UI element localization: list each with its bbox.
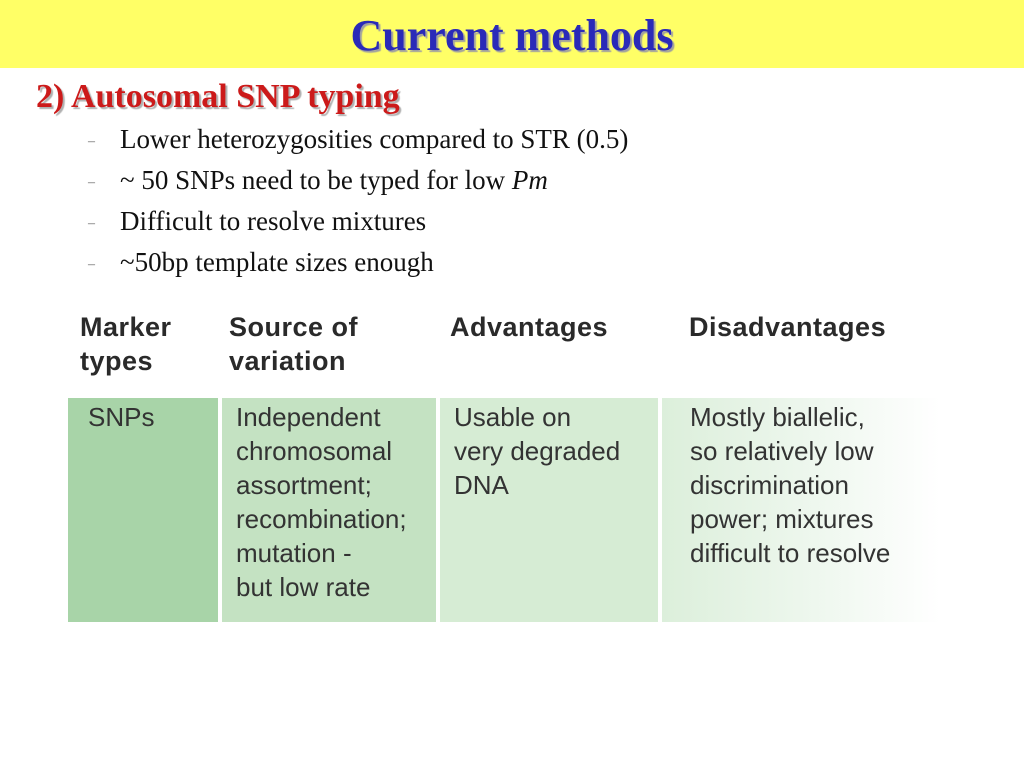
bullet-text bbox=[120, 165, 548, 196]
dash-bullet-icon: – bbox=[88, 134, 95, 149]
table-cell-disadvantages bbox=[662, 398, 940, 622]
table-cell-marker bbox=[68, 398, 218, 622]
dash-bullet-icon: – bbox=[88, 216, 95, 231]
table-header-advantages: Advantages bbox=[450, 312, 609, 342]
table-cell-advantages bbox=[440, 398, 658, 622]
cell-text-advantages: Usable on very degraded DNA bbox=[454, 402, 621, 500]
slide-title: Current methods bbox=[350, 11, 674, 60]
dash-bullet-icon: – bbox=[88, 175, 95, 190]
cell-text-source: Independent chromosomal assortment; recombination; mutation - but low rate bbox=[236, 402, 407, 602]
bullet-text-italic: Pm bbox=[511, 165, 548, 195]
bullet-text: Lower heterozygosities compared to STR (0.5) bbox=[120, 124, 629, 154]
section-subtitle: 2) Autosomal SNP typing bbox=[36, 78, 400, 115]
dash-bullet-icon: – bbox=[88, 257, 95, 272]
table-header-row bbox=[0, 310, 1024, 400]
bullet-text-part: ~ 50 SNPs need to be typed for low bbox=[120, 165, 512, 195]
bullet-text: Difficult to resolve mixtures bbox=[120, 206, 427, 236]
bullet-item bbox=[0, 206, 1024, 246]
bullet-item bbox=[0, 124, 1024, 164]
bullet-item bbox=[0, 247, 1024, 287]
bullet-item bbox=[0, 165, 1024, 205]
bullet-text: ~50bp template sizes enough bbox=[120, 247, 434, 277]
table-header-disadvantages: Disadvantages bbox=[689, 312, 887, 342]
table-header-source-of-variation: Source of variation bbox=[229, 312, 359, 376]
table-body bbox=[68, 398, 940, 622]
table-cell-source bbox=[222, 398, 436, 622]
cell-text-marker: SNPs bbox=[88, 402, 155, 432]
cell-text-disadvantages: Mostly biallelic, so relatively low discrimination power; mixtures difficult to resolve bbox=[690, 402, 891, 568]
table-header-marker-types: Marker types bbox=[80, 312, 172, 376]
